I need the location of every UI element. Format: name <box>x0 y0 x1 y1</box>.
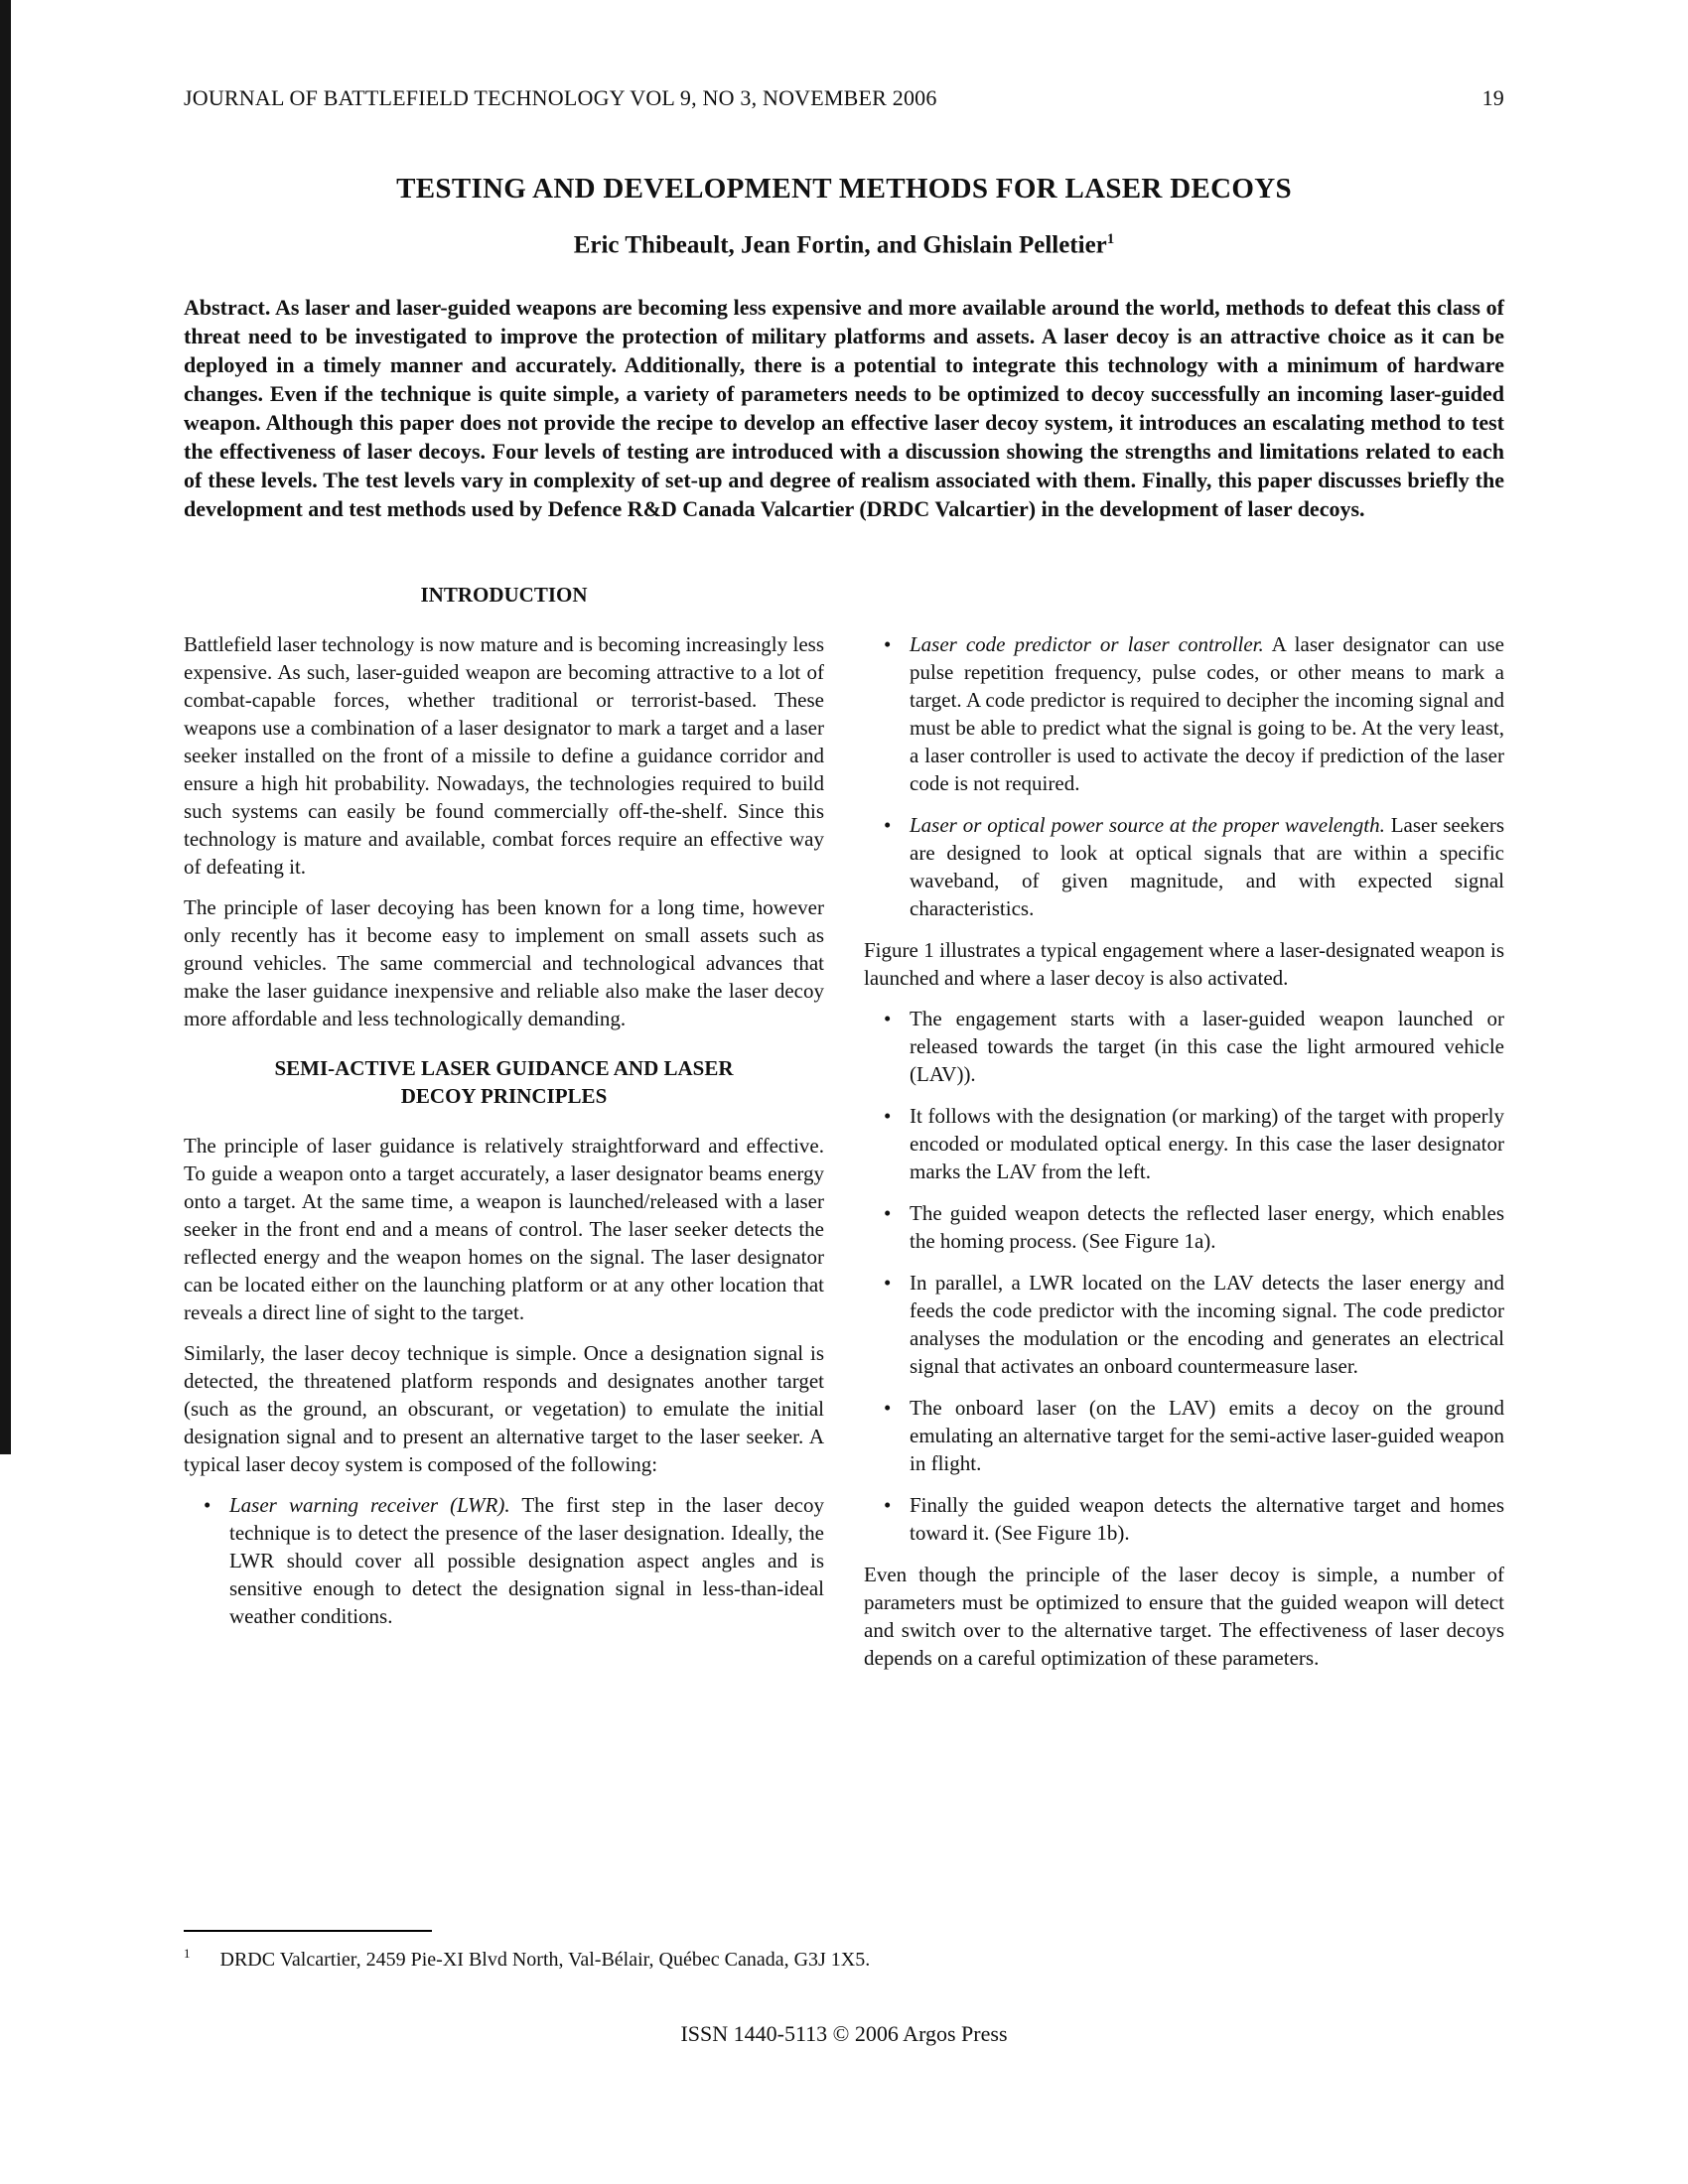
component-body: The first step in the laser decoy technique is to detect the presence of the laser designation. Ideally, the LWR should cover all possible designation aspect angles and is sensitive enough to detect the designation signal in less-than-ideal weather conditions. <box>229 1493 825 1629</box>
two-column-layout <box>184 581 1504 1685</box>
section-heading-introduction: INTRODUCTION <box>420 583 588 608</box>
engagement-step-text: The engagement starts with a laser-guided weapon launched or released towards the target (in this case the light armoured vehicle (LAV)). <box>910 1007 1504 1087</box>
bullet-icon: • <box>884 813 892 838</box>
footnote-rule <box>184 1930 432 1932</box>
section-heading-guidance <box>184 1054 824 1110</box>
engagement-step-text: Finally the guided weapon detects the alternative target and homes toward it. (See Figure 1b). <box>910 1493 1504 1546</box>
bullet-icon: • <box>884 1201 892 1226</box>
bullet-icon: • <box>884 1271 892 1296</box>
bullet-text <box>910 630 1504 797</box>
engagement-step-item <box>864 1491 1504 1547</box>
section-heading-guidance-line1: SEMI-ACTIVE LASER GUIDANCE AND LASER <box>274 1056 734 1081</box>
engagement-step-item <box>864 1199 1504 1255</box>
journal-header-line: JOURNAL OF BATTLEFIELD TECHNOLOGY VOL 9, NO 3, NOVEMBER 2006 <box>184 85 937 110</box>
intro-paragraph-1: Battlefield laser technology is now mature and is becoming increasingly less expensive. As such, laser-guided weapon are becoming attractive to a lot of combat-capable forces, whether traditional or terrorist-based. These weapons use a combination of a laser designator to mark a target and a laser seeker installed on the front of a missile to define a guidance corridor and ensure a high hit probability. Nowadays, the technologies required to build such systems can easily be found commercially off-the-shelf. Since this technology is mature and available, combat forces require an effective way of defeating it. <box>184 632 824 880</box>
bullet-icon: • <box>884 1007 892 1031</box>
authors-line <box>184 231 1504 259</box>
intro-paragraph-2: The principle of laser decoying has been known for a long time, however only recently has it become easy to implement on small assets such as ground vehicles. The same commercial and technological advances that make the laser guidance inexpensive and reliable also make the laser decoy more affordable and less technologically demanding. <box>184 895 824 1031</box>
guidance-paragraph-1: The principle of laser guidance is relatively straightforward and effective. To guide a weapon onto a target accurately, a laser designator beams energy onto a target. At the same time, a weapon is launched/released with a laser seeker in the front end and a means of control. The laser seeker detects the reflected energy and the weapon homes on the signal. The laser designator can be located either on the launching platform or at any other location that reveals a direct line of sight to the target. <box>184 1134 824 1325</box>
footnote-block <box>184 1930 1077 1972</box>
bullet-icon: • <box>204 1493 211 1518</box>
component-body: A laser designator can use pulse repetition frequency, pulse codes, or other means to mark a target. A code predictor is required to decipher the incoming signal and must be able to predict what the signal is going to be. At the very least, a laser controller is used to activate the decoy if prediction of the laser code is not required. <box>910 632 1505 796</box>
bullet-icon: • <box>884 632 892 657</box>
component-body: Laser seekers are designed to look at optical signals that are within a specific waveband, of given magnitude, and with expected signal characteristics. <box>910 813 1504 921</box>
component-lead: Laser code predictor or laser controller. <box>910 632 1264 657</box>
engagement-step-item <box>864 1005 1504 1088</box>
footnote-text: DRDC Valcartier, 2459 Pie-XI Blvd North, Val-Bélair, Québec Canada, G3J 1X5. <box>219 1948 871 1971</box>
footnote-marker: 1 <box>184 1946 191 1961</box>
component-lead: Laser or optical power source at the proper wavelength. <box>910 813 1385 838</box>
engagement-step-text: It follows with the designation (or marking) of the target with properly encoded or modulated optical energy. In this case the laser designator marks the LAV from the left. <box>910 1104 1504 1184</box>
page-number: 19 <box>1481 85 1504 110</box>
abstract-body: As laser and laser-guided weapons are becoming less expensive and more available around the world, methods to defeat this class of threat need to be investigated to improve the protection of military platforms and assets. A laser decoy is an attractive choice as it can be deployed in a timely manner and accurately. Additionally, there is a potential to integrate this technology with a minimum of hardware changes. Even if the technique is quite simple, a variety of parameters needs to be optimized to decoy successfully an incoming laser-guided weapon. Although this paper does not provide the recipe to develop an effective laser decoy system, it introduces an escalating method to test the effectiveness of laser decoys. Four levels of testing are introduced with a discussion showing the strengths and limitations related to each of these levels. The test levels vary in complexity of set-up and degree of realism associated with them. Finally, this paper discusses briefly the development and test methods used by Defence R&D Canada Valcartier (DRDC Valcartier) in the development of laser decoys. <box>184 295 1504 522</box>
page-header <box>184 85 1504 111</box>
paper-title: TESTING AND DEVELOPMENT METHODS FOR LASER DECOYS <box>396 173 1292 205</box>
bullet-text <box>910 811 1504 922</box>
footer-issn-line: ISSN 1440-5113 © 2006 Argos Press <box>680 2021 1008 2046</box>
abstract <box>184 293 1504 523</box>
bullet-item-code-predictor <box>864 630 1504 797</box>
bullet-item-lwr <box>184 1491 824 1630</box>
engagement-step-text: In parallel, a LWR located on the LAV detects the laser energy and feeds the code predictor with the incoming signal. The code predictor analyses the modulation or the encoding and generates an electrical signal that activates an onboard countermeasure laser. <box>910 1271 1504 1379</box>
scan-artifact-bar <box>0 0 11 1454</box>
right-column <box>864 581 1504 1685</box>
closing-paragraph: Even though the principle of the laser decoy is simple, a number of parameters must be optimized to ensure that the guided weapon will detect and switch over to the alternative target. The effectiveness of laser decoys depends on a careful optimization of these parameters. <box>864 1563 1504 1671</box>
author-affiliation-marker: 1 <box>1106 231 1115 247</box>
bullet-icon: • <box>884 1104 892 1129</box>
left-column <box>184 581 824 1685</box>
bullet-icon: • <box>884 1396 892 1421</box>
guidance-paragraph-2: Similarly, the laser decoy technique is simple. Once a designation signal is detected, the threatened platform responds and designates another target (such as the ground, an obscurant, or vegetation) to emulate the initial designation signal and to present an alternative target to the laser seeker. A typical laser decoy system is composed of the following: <box>184 1341 824 1477</box>
engagement-step-item <box>864 1394 1504 1477</box>
abstract-label: Abstract. <box>184 295 271 321</box>
footnote <box>184 1946 1077 1972</box>
bullet-text <box>229 1491 824 1630</box>
engagement-step-text: The guided weapon detects the reflected laser energy, which enables the homing process. (See Figure 1a). <box>910 1201 1504 1254</box>
bullet-item-power-source <box>864 811 1504 922</box>
bullet-icon: • <box>884 1493 892 1518</box>
figure-paragraph: Figure 1 illustrates a typical engagement where a laser-designated weapon is launched and where a laser decoy is also activated. <box>864 938 1504 991</box>
component-lead: Laser warning receiver (LWR). <box>229 1493 510 1518</box>
engagement-step-item <box>864 1269 1504 1380</box>
engagement-step-text: The onboard laser (on the LAV) emits a decoy on the ground emulating an alternative target for the semi-active laser-guided weapon in flight. <box>910 1396 1504 1476</box>
engagement-step-item <box>864 1102 1504 1185</box>
author-names: Eric Thibeault, Jean Fortin, and Ghislain Pelletier <box>573 231 1107 259</box>
section-heading-guidance-line2: DECOY PRINCIPLES <box>400 1084 608 1109</box>
